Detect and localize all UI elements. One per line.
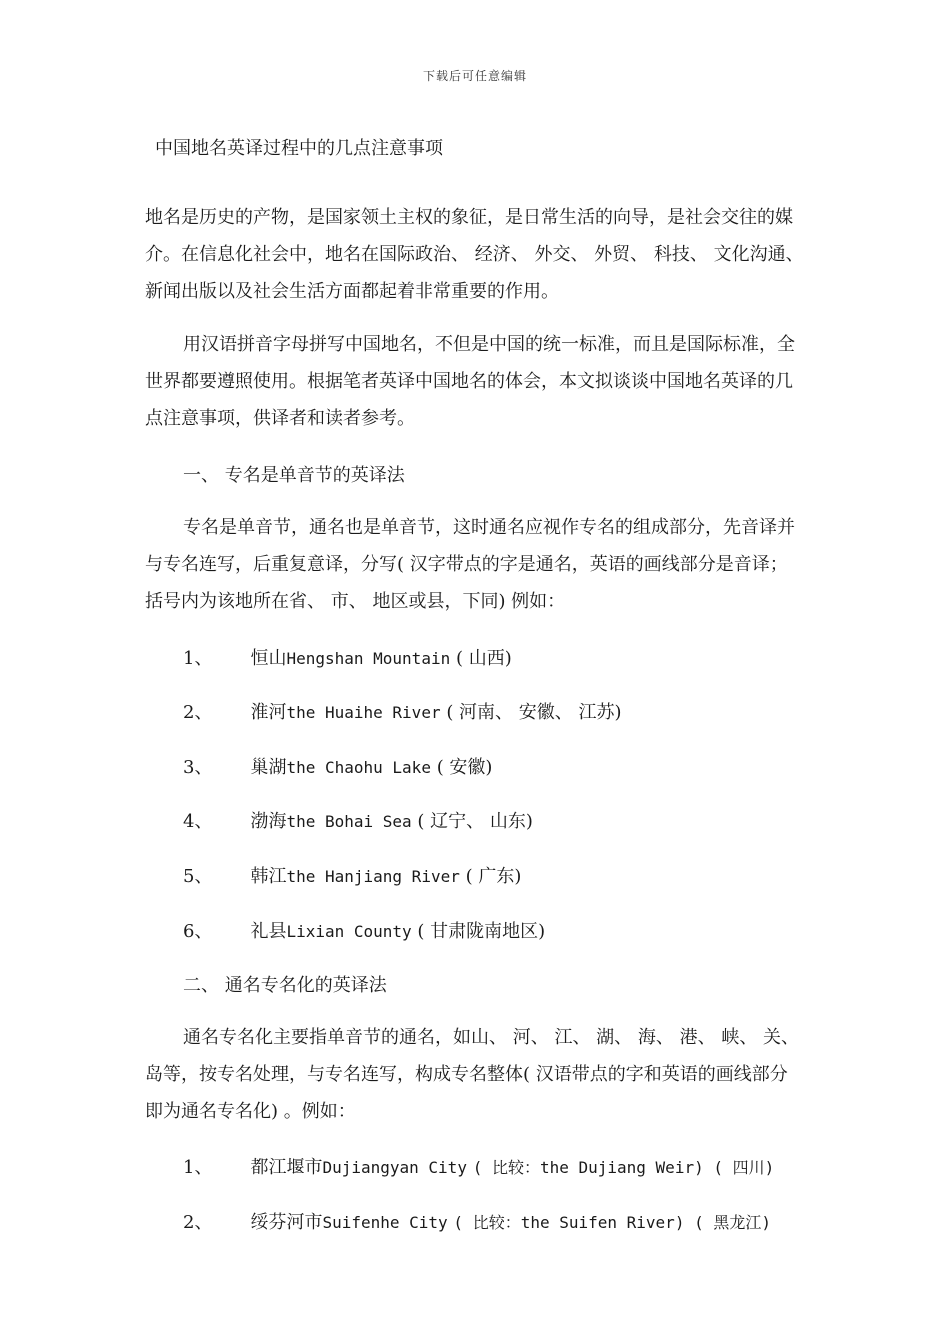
location-note: ( 甘肃陇南地区) <box>417 921 546 942</box>
english-place-name: the Chaohu Lake <box>286 758 431 777</box>
comparison-note: ( 比较：the Dujiang Weir) ( 四川) <box>472 1158 775 1177</box>
list-item <box>183 862 521 888</box>
document-title: 中国地名英译过程中的几点注意事项 <box>155 138 443 159</box>
chinese-place-name: 淮河 <box>250 702 287 723</box>
english-place-name: the Huaihe River <box>286 703 441 722</box>
english-place-name: the Bohai Sea <box>286 812 412 831</box>
english-place-name: Hengshan Mountain <box>286 649 451 668</box>
pinyin-paragraph: 用汉语拼音字母拼写中国地名，不但是中国的统一标准，而且是国际标准，全世界都要遵照使用。根据笔者英译中国地名的体会，本文拟谈谈中国地名英译的几点注意事项，供译者和读者参考。 <box>145 334 795 429</box>
english-place-name: Suifenhe City <box>322 1213 448 1232</box>
location-note: ( 安徽) <box>436 757 493 778</box>
chinese-place-name: 巢湖 <box>250 757 287 778</box>
chinese-place-name: 都江堰市 <box>250 1157 323 1178</box>
intro-paragraph: 地名是历史的产物，是国家领土主权的象征，是日常生活的向导，是社会交往的媒介。在信息化社会中，地名在国际政治、 经济、 外交、 外贸、 科技、 文化沟通、 新闻出版以及社会生活方面都起着非常重要的作用。 <box>145 207 810 302</box>
list-item <box>183 807 533 833</box>
english-place-name: the Hanjiang River <box>286 867 460 886</box>
location-note: ( 河南、 安徽、 江苏) <box>446 702 622 723</box>
list-item-number: 2、 <box>183 1212 213 1233</box>
list-item-number: 5、 <box>183 866 213 887</box>
list-item-number: 1、 <box>183 648 213 669</box>
chinese-place-name: 渤海 <box>250 811 287 832</box>
download-note: 下载后可任意编辑 <box>422 69 527 83</box>
list-item <box>183 1208 771 1234</box>
location-note: ( 辽宁、 山东) <box>417 811 533 832</box>
chinese-place-name: 绥芬河市 <box>250 1212 323 1233</box>
section-heading-2: 二、 通名专名化的英译法 <box>183 975 387 996</box>
list-item-number: 4、 <box>183 811 213 832</box>
english-place-name: Dujiangyan City <box>322 1158 467 1177</box>
list-item <box>183 917 545 943</box>
list-item <box>183 1153 774 1179</box>
section-1-paragraph: 专名是单音节，通名也是单音节，这时通名应视作专名的组成部分，先音译并与专名连写，后重复意译，分写( 汉字带点的字是通名，英语的画线部分是音译；括号内为该地所在省、 市、 地区或县，下同) 例如： <box>145 517 795 612</box>
location-note: ( 广东) <box>465 866 522 887</box>
english-place-name: Lixian County <box>286 922 412 941</box>
list-item-number: 2、 <box>183 702 213 723</box>
section-heading-1: 一、 专名是单音节的英译法 <box>183 465 405 486</box>
chinese-place-name: 韩江 <box>250 866 287 887</box>
comparison-note: ( 比较：the Suifen River) ( 黑龙江) <box>453 1213 771 1232</box>
list-item <box>183 644 512 670</box>
list-item-number: 3、 <box>183 757 213 778</box>
chinese-place-name: 礼县 <box>250 921 287 942</box>
list-item <box>183 698 622 724</box>
chinese-place-name: 恒山 <box>250 648 287 669</box>
location-note: ( 山西) <box>455 648 512 669</box>
list-item-number: 6、 <box>183 921 213 942</box>
list-item-number: 1、 <box>183 1157 213 1178</box>
list-item <box>183 753 492 779</box>
section-2-paragraph: 通名专名化主要指单音节的通名，如山、 河、 江、 湖、 海、 港、 峡、 关、 岛等，按专名处理，与专名连写，构成专名整体( 汉语带点的字和英语的画线部分即为通名专名化) 。例如： <box>145 1027 805 1122</box>
